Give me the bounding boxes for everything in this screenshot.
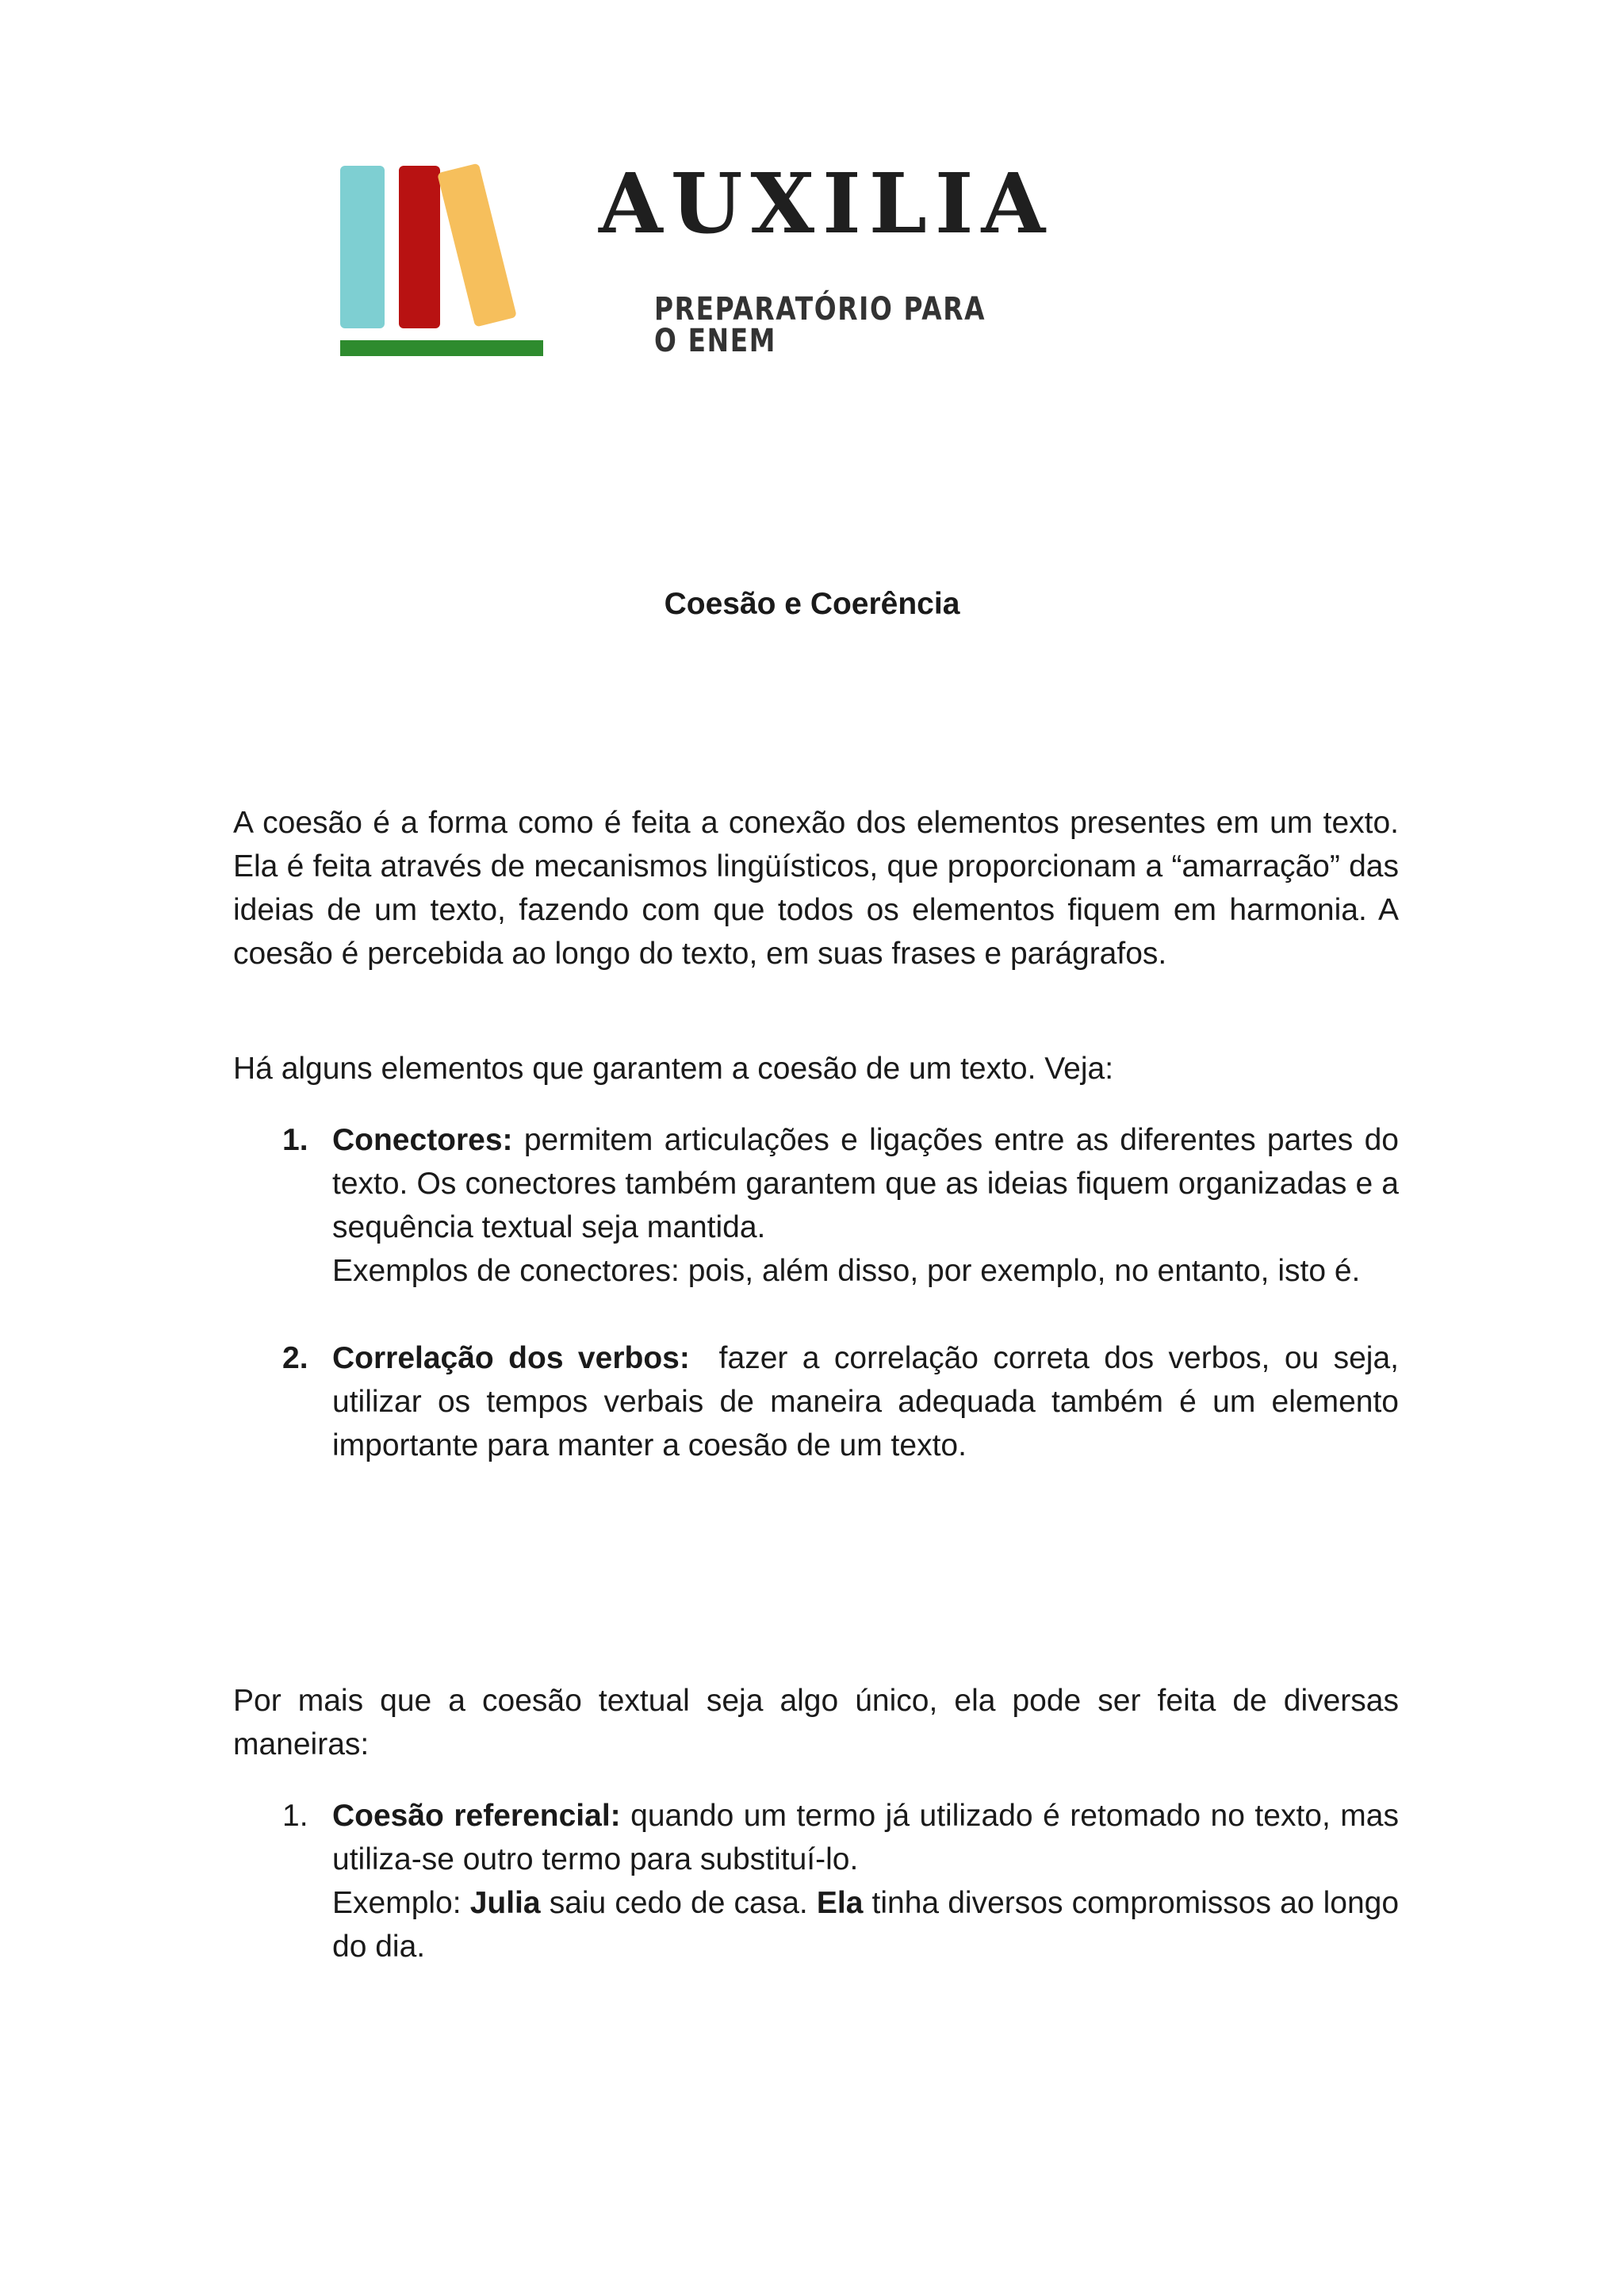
example-word: Julia [469,1886,541,1920]
auxilia-logo [337,155,1098,369]
example-word: Ela [816,1886,864,1920]
red-book-icon [399,166,440,328]
intro-paragraph: A coesão é a forma como é feita a conexão dos elementos presentes em um texto. Ela é feita através de mecanismos lingüísticos, que proporcionam a “amarração” das ideias de um texto, fazendo com que todos os elementos fiquem em harmonia. A coesão é percebida ao longo do texto, em suas frases e parágrafos. [233,806,1399,971]
yellow-book-icon [437,163,517,327]
list-term: Conectores: [332,1123,513,1157]
list-text: permitem articulações e ligações entre as diferentes partes do texto. Os conectores também garantem que as ideias fiquem organizadas e a sequência textual seja mantida. [332,1123,1399,1244]
list-text: fazer a correlação correta dos verbos, ou seja, utilizar os tempos verbais de maneira adequada também é um elemento importante para manter a coesão de um texto. [332,1341,1408,1462]
list-number: 2. [282,1341,308,1375]
books-logo-icon [337,163,543,369]
list-term: Coesão referencial: [332,1799,621,1833]
types-list [233,1794,1408,1968]
example-label: Exemplo: [332,1886,470,1920]
list-number: 1. [282,1123,308,1157]
elements-list [233,1118,1408,1467]
logo-tagline: PREPARATÓRIO PARA O ENEM [654,291,986,359]
types-intro: Por mais que a coesão textual seja algo único, ela pode ser feita de diversas maneiras: [233,1684,1399,1761]
logo-name: AUXILIA [599,155,1054,252]
list-number: 1. [282,1799,308,1833]
list-example [332,1881,1408,1968]
list-text: quando um termo já utilizado é retomado no texto, mas utiliza-se outro termo para substituí-lo. [332,1799,1399,1876]
shelf-icon [340,340,543,356]
page-title: Coesão e Coerência [664,587,960,621]
list-item [233,1118,1399,1293]
teal-book-icon [340,166,385,328]
list-item [233,1794,1408,1968]
list-item [233,1336,1408,1467]
example-text: saiu cedo de casa. [540,1886,817,1920]
list-example: Exemplos de conectores: pois, além disso, por exemplo, no entanto, isto é. [332,1254,1361,1288]
example-text: tinha diversos compromissos ao longo do dia. [332,1886,1408,1964]
list-term: Correlação dos verbos: [332,1341,690,1375]
elements-intro: Há alguns elementos que garantem a coesão de um texto. Veja: [233,1052,1114,1086]
